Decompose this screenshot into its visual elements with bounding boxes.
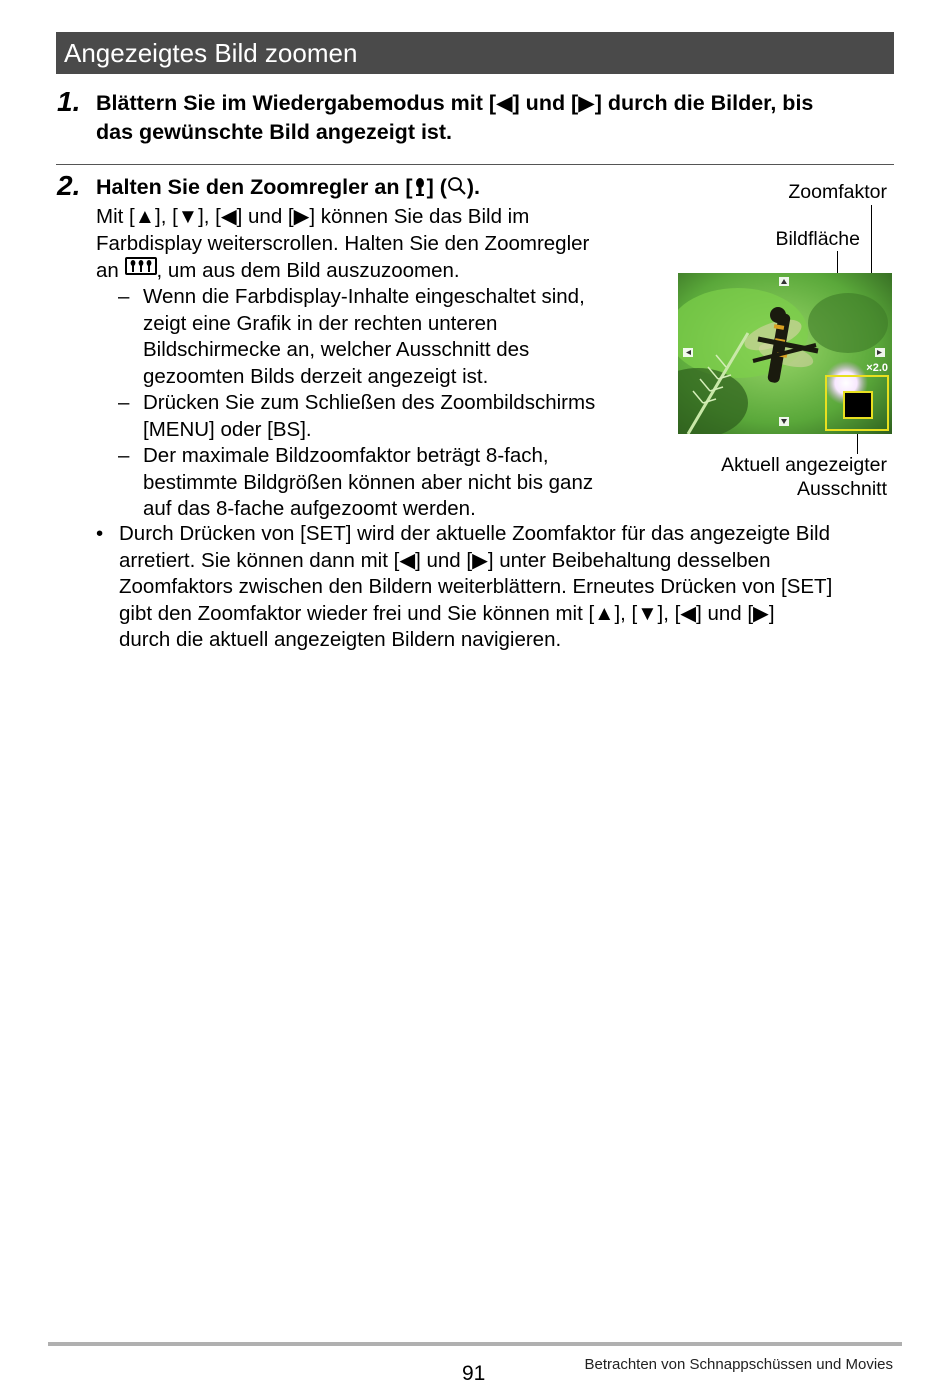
bullet-note-line: durch die aktuell angezeigten Bildern navigieren.	[119, 628, 562, 651]
step-2-title-paren: ] (	[426, 175, 447, 199]
step-divider	[56, 164, 894, 165]
bullet-note-line: gibt den Zoomfaktor wieder frei und Sie können mit [▲], [▼], [◀] und [▶]	[119, 601, 775, 625]
callout-zoomfaktor: Zoomfaktor	[788, 181, 887, 203]
zoomed-photo	[678, 273, 892, 434]
step-2-number: 2.	[57, 170, 81, 201]
note-item-1-line: Wenn die Farbdisplay-Inhalte eingeschaltet sind,	[143, 285, 585, 308]
step-2-title	[96, 173, 480, 205]
note-item-3-line: auf das 8-fache aufgezoomt werden.	[143, 497, 476, 520]
note-item-2-line: Drücken Sie zum Schließen des Zoombildschirms	[143, 391, 596, 414]
page-number: 91	[462, 1362, 486, 1385]
step-2-title-end: ).	[466, 175, 481, 199]
step-1-number: 1.	[57, 86, 81, 117]
callout-bildflaeche: Bildfläche	[775, 228, 860, 250]
note-item-1-line: gezoomten Bilds derzeit angezeigt ist.	[143, 364, 489, 388]
step-1-title	[96, 89, 813, 147]
note-item-2-line: [MENU] oder [BS].	[143, 417, 312, 441]
step-2-body	[96, 204, 589, 285]
footer-rule	[48, 1342, 902, 1346]
section-title: Angezeigtes Bild zoomen	[64, 38, 358, 68]
step-1-title-line-2: das gewünschte Bild angezeigt ist.	[96, 120, 453, 144]
note-item-1-line: Bildschirmecke an, welcher Ausschnitt des	[143, 338, 530, 361]
section-header	[56, 32, 894, 74]
step-2-title-text: Halten Sie den Zoomregler an [	[96, 175, 413, 199]
step-1-title-line-1: Blättern Sie im Wiedergabemodus mit [◀] und [▶] durch die Bilder, bis	[96, 91, 814, 115]
magnifier-icon	[447, 175, 467, 204]
bullet-note-line: Zoomfaktors zwischen den Bildern weiterblättern. Erneutes Drücken von [SET]	[119, 575, 833, 598]
bullet-note-line: arretiert. Sie können dann mit [◀] und [▶] unter Beibehaltung desselben	[119, 548, 771, 572]
callout-ausschnitt: Aktuell angezeigter Ausschnitt	[721, 454, 887, 500]
note-item-1-line: zeigt eine Grafik in der rechten unteren	[143, 311, 498, 335]
step-2-body-line-2: Farbdisplay weiterscrollen. Halten Sie den Zoomregler	[96, 231, 590, 255]
note-item-3-line: Der maximale Bildzoomfaktor beträgt 8-fach,	[143, 444, 549, 467]
zoom-tele-icon	[413, 176, 427, 205]
zoom-readout: ×2.0	[866, 362, 888, 374]
footer-section-name: Betrachten von Schnappschüssen und Movies	[584, 1356, 893, 1373]
note-item-3-line: bestimmte Bildgrößen können aber nicht bis ganz	[143, 470, 594, 494]
step-2-body-line-3: an , um aus dem Bild auszuzoomen.	[96, 259, 460, 282]
bullet-note-line: Durch Drücken von [SET] wird der aktuelle Zoomfaktor für das angezeigte Bild	[119, 522, 830, 545]
zoom-wide-icon	[125, 257, 157, 275]
step-2-body-line-1: Mit [▲], [▼], [◀] und [▶] können Sie das Bild im	[96, 205, 530, 228]
